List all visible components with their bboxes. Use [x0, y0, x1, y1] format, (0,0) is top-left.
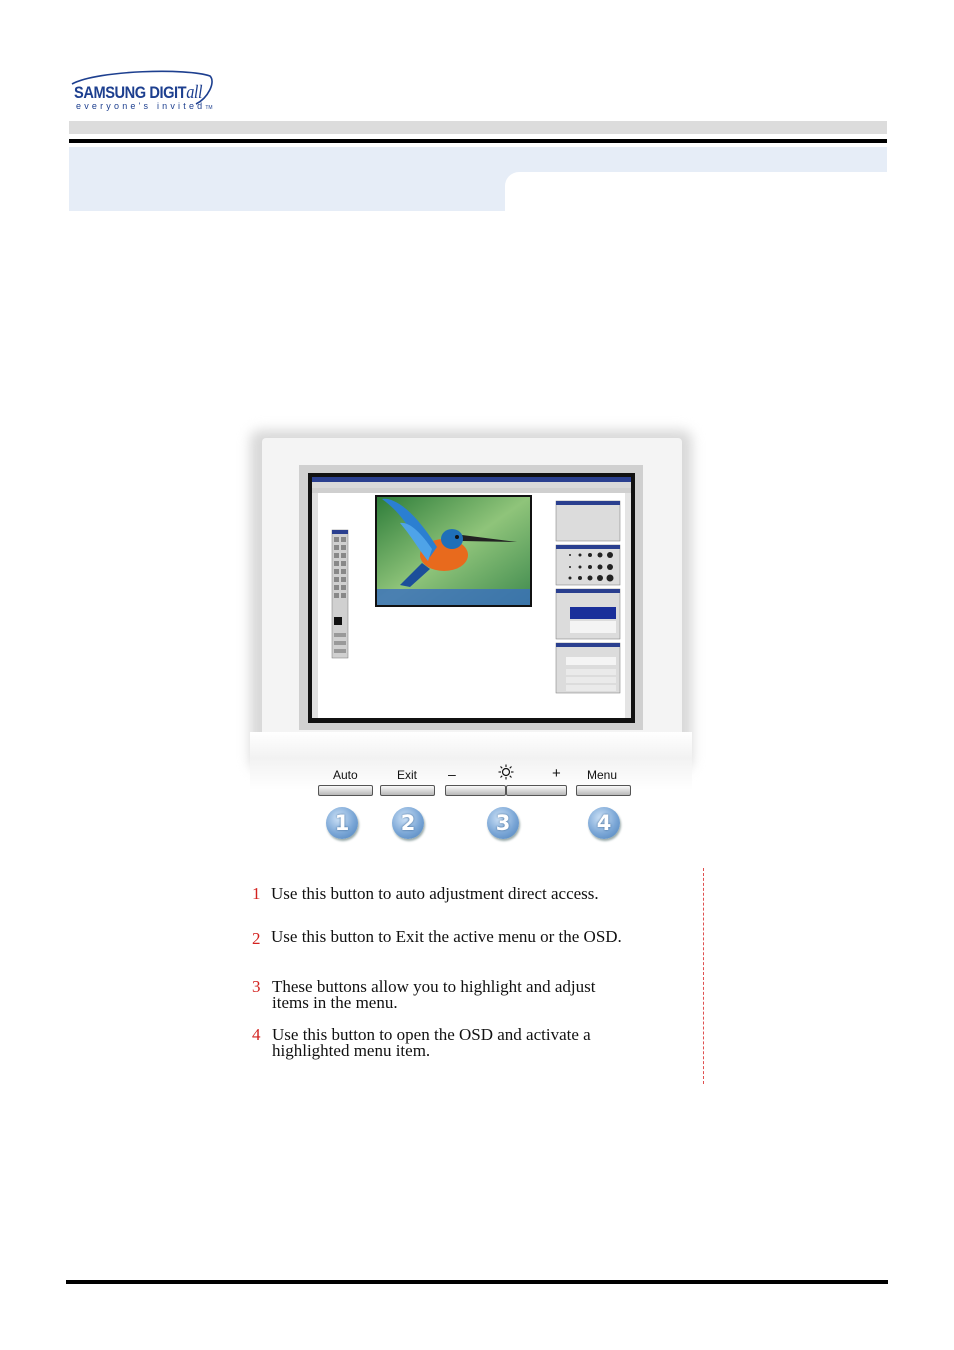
desc-number-1: 1 — [252, 884, 261, 903]
menu-button[interactable] — [576, 785, 631, 796]
plus-label: + — [552, 765, 561, 782]
photo-editor-window — [312, 477, 631, 718]
header-band — [69, 147, 887, 172]
desc-text-4: Use this button to open the OSD and activate a highlighted menu item. — [272, 1025, 591, 1060]
header-band-tab — [69, 172, 505, 211]
callout-1: 1 — [326, 807, 358, 839]
header-band-notch — [505, 172, 887, 211]
auto-label: Auto — [333, 768, 358, 782]
sun-icon — [498, 764, 514, 783]
logo-tagline: everyone's invitedTM — [76, 101, 213, 111]
desc-number-3: 3 — [252, 977, 261, 996]
header-grey-bar — [69, 121, 887, 134]
callout-2: 2 — [392, 807, 424, 839]
dashed-divider — [703, 868, 704, 1084]
footer-rule — [66, 1280, 888, 1284]
minus-label: – — [448, 766, 456, 782]
samsung-logo — [68, 68, 216, 116]
exit-label: Exit — [397, 768, 418, 782]
callout-4: 4 — [588, 807, 620, 839]
desc-text-3: These buttons allow you to highlight and adjust items in the menu. — [272, 977, 596, 1012]
desc-text-2: Use this button to Exit the active menu or the OSD. — [271, 927, 622, 946]
brightness-down-button[interactable] — [445, 785, 506, 796]
header-rule — [69, 139, 887, 143]
brightness-up-button[interactable] — [506, 785, 567, 796]
exit-button[interactable] — [380, 785, 435, 796]
button-strip — [250, 732, 692, 790]
desc-number-2: 2 — [252, 929, 261, 948]
callout-3: 3 — [487, 807, 519, 839]
desc-number-4: 4 — [252, 1025, 261, 1044]
logo-wordmark: SAMSUNG DIGITall — [74, 82, 203, 103]
desc-text-1: Use this button to auto adjustment direct access. — [271, 884, 599, 903]
menu-label: Menu — [587, 768, 618, 782]
auto-button[interactable] — [318, 785, 373, 796]
screen-desktop — [312, 477, 631, 718]
